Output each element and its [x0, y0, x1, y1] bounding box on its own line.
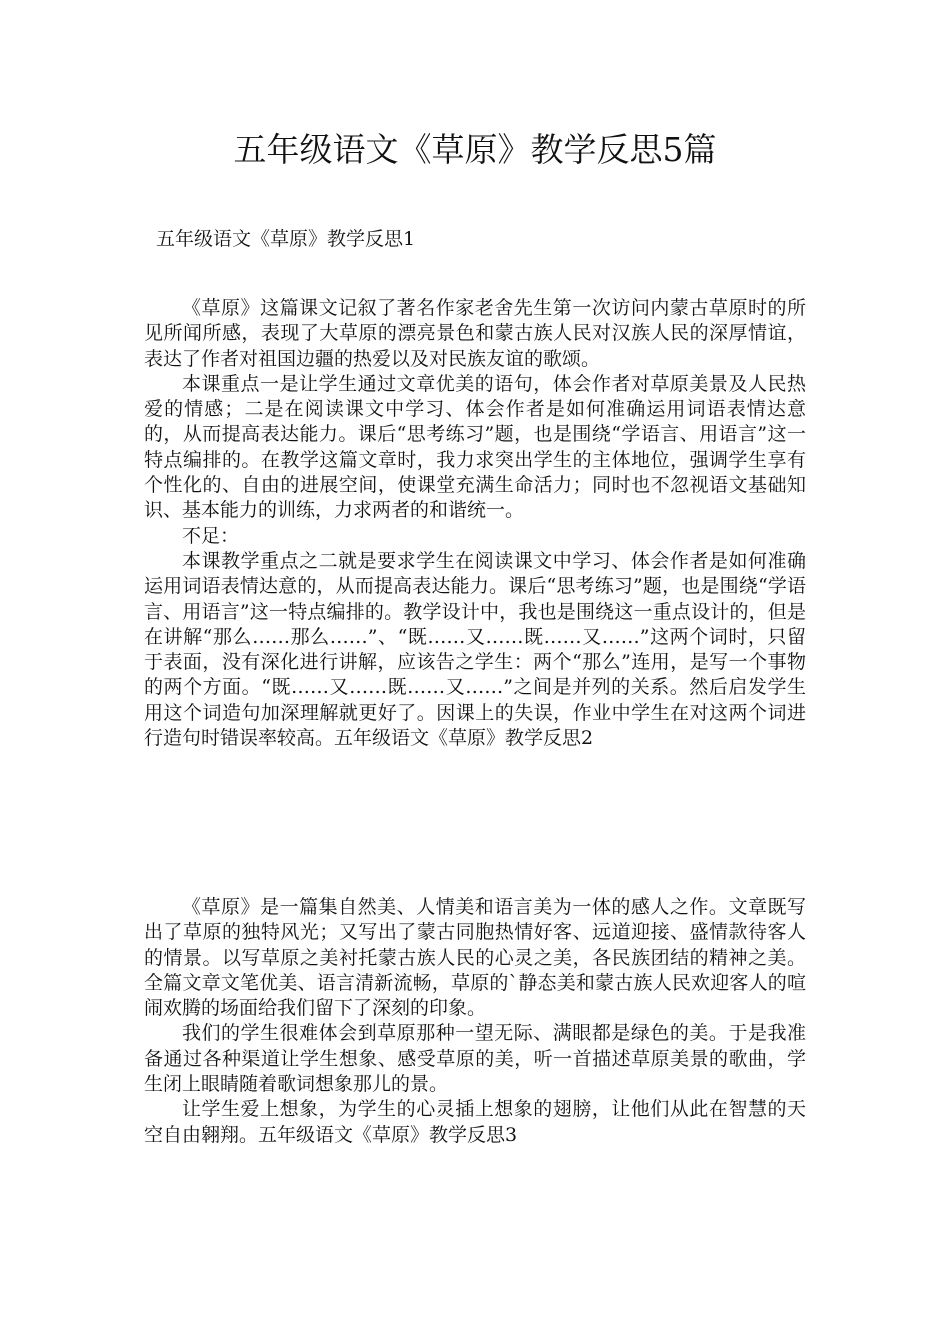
- paragraph: 《草原》这篇课文记叙了著名作家老舍先生第一次访问内蒙古草原时的所见所闻所感，表现了大草原的漂亮景色和蒙古族人民对汉族人民的深厚情谊，表达了作者对祖国边疆的热爱以及对民族友谊的歌颂。: [144, 297, 806, 370]
- paragraph: 我们的学生很难体会到草原那种一望无际、满眼都是绿色的美。于是我准备通过各种渠道让学生想象、感受草原的美，听一首描述草原美景的歌曲，学生闭上眼睛随着歌词想象那儿的景。: [144, 1022, 806, 1096]
- text-block-2: [144, 895, 806, 1148]
- section-heading: 五年级语文《草原》教学反思1: [156, 228, 416, 250]
- paragraph: 本课重点一是让学生通过文章优美的语句，体会作者对草原美景及人民热爱的情感；二是在阅读课文中学习、体会作者是如何准确运用词语表情达意的，从而提高表达能力。课后“思考练习”题，也是围绕“学语言、用语言”这一特点编排的。在教学这篇文章时，我力求突出学生的主体地位，强调学生享有个性化的、自由的进展空间，使课堂充满生命活力；同时也不忽视语文基础知识、基本能力的训练，力求两者的和谐统一。: [144, 372, 806, 522]
- text-block-1: [144, 296, 806, 751]
- paragraph: 让学生爱上想象，为学生的心灵插上想象的翅膀，让他们从此在智慧的天空自由翱翔。五年级语文《草原》教学反思3: [144, 1098, 806, 1146]
- paragraph: 本课教学重点之二就是要求学生在阅读课文中学习、体会作者是如何准确运用词语表情达意的，从而提高表达能力。课后“思考练习”题，也是围绕“学语言、用语言”这一特点编排的。教学设计中，我也是围绕这一重点设计的，但是在讲解“那么……那么……”、“既……又……既……又……”这两个词时，只留于表面，没有深化进行讲解，应该告之学生：两个“那么”连用，是写一个事物的两个方面。“既……又……既……又……”之间是并列的关系。然后启发学生用这个词造句加深理解就更好了。因课上的失误，作业中学生在对这两个词进行造句时错误率较高。五年级语文《草原》教学反思2: [144, 549, 806, 750]
- paragraph: 《草原》是一篇集自然美、人情美和语言美为一体的感人之作。文章既写出了草原的独特风光；又写出了蒙古同胞热情好客、远道迎接、盛情款待客人的情景。以写草原之美衬托蒙古族人民的心灵之美，各民族团结的精神之美。全篇文章文笔优美、语言清新流畅，草原的`静态美和蒙古族人民欢迎客人的喧闹欢腾的场面给我们留下了深刻的印象。: [144, 896, 806, 1020]
- document-title: 五年级语文《草原》教学反思5篇: [233, 130, 717, 169]
- paragraph: 不足：: [182, 524, 240, 547]
